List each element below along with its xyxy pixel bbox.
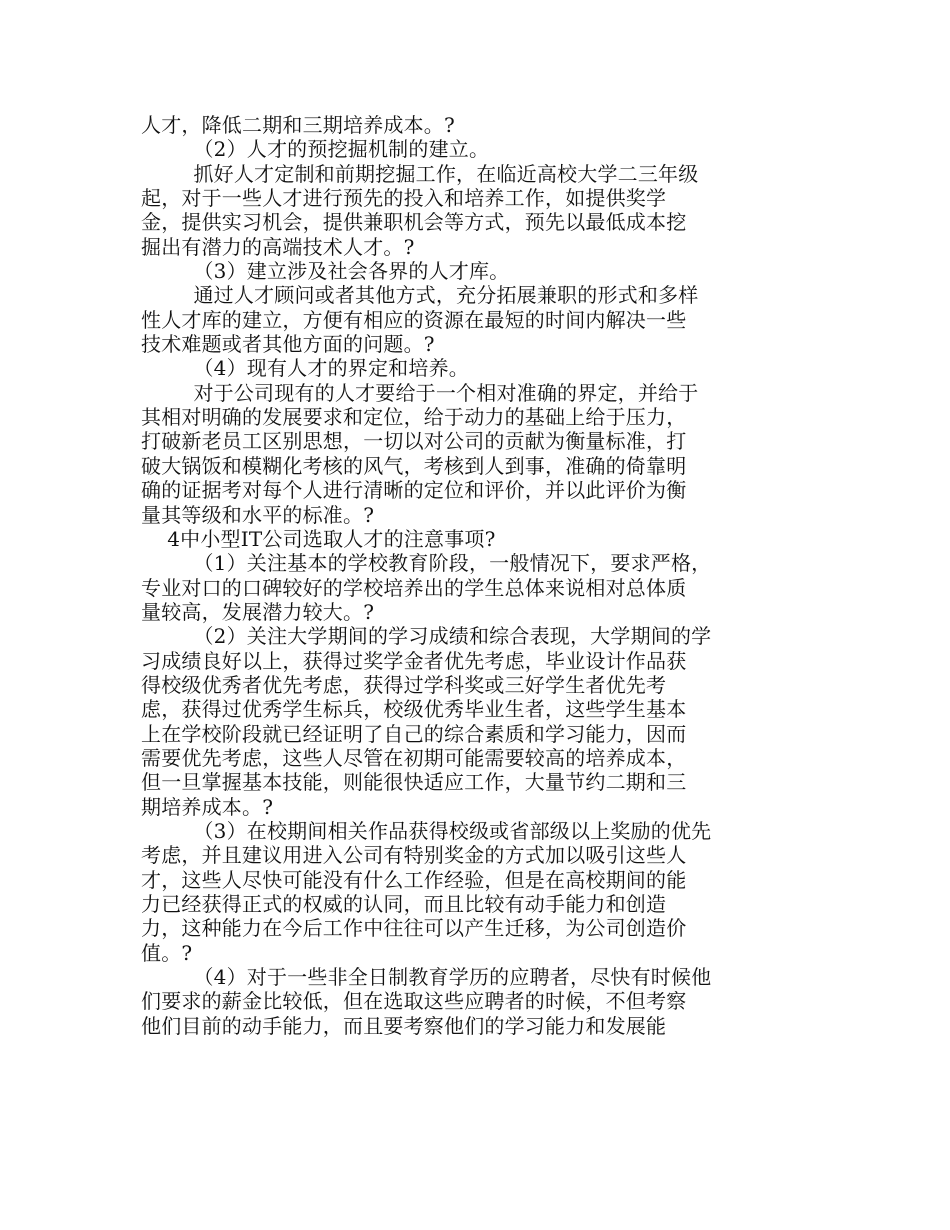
text-line: 们要求的薪金比较低，但在选取这些应聘者的时候，不但考察 xyxy=(141,989,687,1014)
text-line: 量较高，发展潜力较大。? xyxy=(141,599,375,624)
text-line: 金，提供实习机会，提供兼职机会等方式，预先以最低成本挖 xyxy=(141,210,687,235)
text-line: 掘出有潜力的高端技术人才。? xyxy=(141,234,415,259)
text-line: 得校级优秀者优先考虑，获得过学科奖或三好学生者优先考 xyxy=(141,672,667,697)
section-heading: （3）建立涉及社会各界的人才库。 xyxy=(141,259,510,284)
text-line: 才，这些人尽快可能没有什么工作经验，但是在高校期间的能 xyxy=(141,867,687,892)
text-line: 但一旦掌握基本技能，则能很快适应工作，大量节约二期和三 xyxy=(141,770,687,795)
chapter-heading: 4中小型IT公司选取人才的注意事项? xyxy=(141,526,496,551)
text-line: 虑，获得过优秀学生标兵，校级优秀毕业生者，这些学生基本 xyxy=(141,697,687,722)
text-line: （1）关注基本的学校教育阶段，一般情况下，要求严格， xyxy=(141,551,712,576)
text-line: （2）关注大学期间的学习成绩和综合表现，大学期间的学 xyxy=(141,624,712,649)
text-line: 值。? xyxy=(141,940,193,965)
section-heading: （4）现有人才的界定和培养。 xyxy=(141,356,469,381)
text-line: 量其等级和水平的标准。? xyxy=(141,502,375,527)
text-line: 力，这种能力在今后工作中往往可以产生迁移，为公司创造价 xyxy=(141,916,687,941)
text-line: 力已经获得正式的权威的认同，而且比较有动手能力和创造 xyxy=(141,892,667,916)
text-line: 性人才库的建立，方便有相应的资源在最短的时间内解决一些 xyxy=(141,307,687,332)
text-line: 起，对于一些人才进行预先的投入和培养工作，如提供奖学 xyxy=(141,186,667,211)
text-line: 他们目前的动手能力，而且要考察他们的学习能力和发展能 xyxy=(141,1013,667,1038)
text-line: 对于公司现有的人才要给于一个相对准确的界定，并给于 xyxy=(141,380,699,405)
text-line: 人才，降低二期和三期培养成本。? xyxy=(141,113,455,137)
text-line: 打破新老员工区别思想，一切以对公司的贡献为衡量标准，打 xyxy=(141,429,687,454)
text-line: 习成绩良好以上，获得过奖学金者优先考虑，毕业设计作品获 xyxy=(141,648,687,673)
section-heading: （2）人才的预挖掘机制的建立。 xyxy=(141,137,490,162)
text-line: （3）在校期间相关作品获得校级或省部级以上奖励的优先 xyxy=(141,818,712,843)
text-line: 考虑，并且建议用进入公司有特别奖金的方式加以吸引这些人 xyxy=(141,843,687,868)
text-line: 专业对口的口碑较好的学校培养出的学生总体来说相对总体质 xyxy=(141,575,687,600)
text-line: 通过人才顾问或者其他方式，充分拓展兼职的形式和多样 xyxy=(141,283,699,308)
text-line: 抓好人才定制和前期挖掘工作，在临近高校大学二三年级 xyxy=(141,161,699,186)
text-line: 上在学校阶段就已经证明了自己的综合素质和学习能力，因而 xyxy=(141,721,687,746)
text-line: 确的证据考对每个人进行清晰的定位和评价，并以此评价为衡 xyxy=(141,478,687,503)
document-body xyxy=(141,113,751,1038)
text-line: （4）对于一些非全日制教育学历的应聘者，尽快有时候他 xyxy=(141,965,712,990)
text-line: 需要优先考虑，这些人尽管在初期可能需要较高的培养成本， xyxy=(141,745,687,770)
text-line: 技术难题或者其他方面的问题。? xyxy=(141,332,435,357)
text-line: 其相对明确的发展要求和定位，给于动力的基础上给于压力， xyxy=(141,405,687,430)
text-line: 期培养成本。? xyxy=(141,794,274,819)
text-line: 破大锅饭和模糊化考核的风气，考核到人到事，准确的倚靠明 xyxy=(141,453,687,478)
